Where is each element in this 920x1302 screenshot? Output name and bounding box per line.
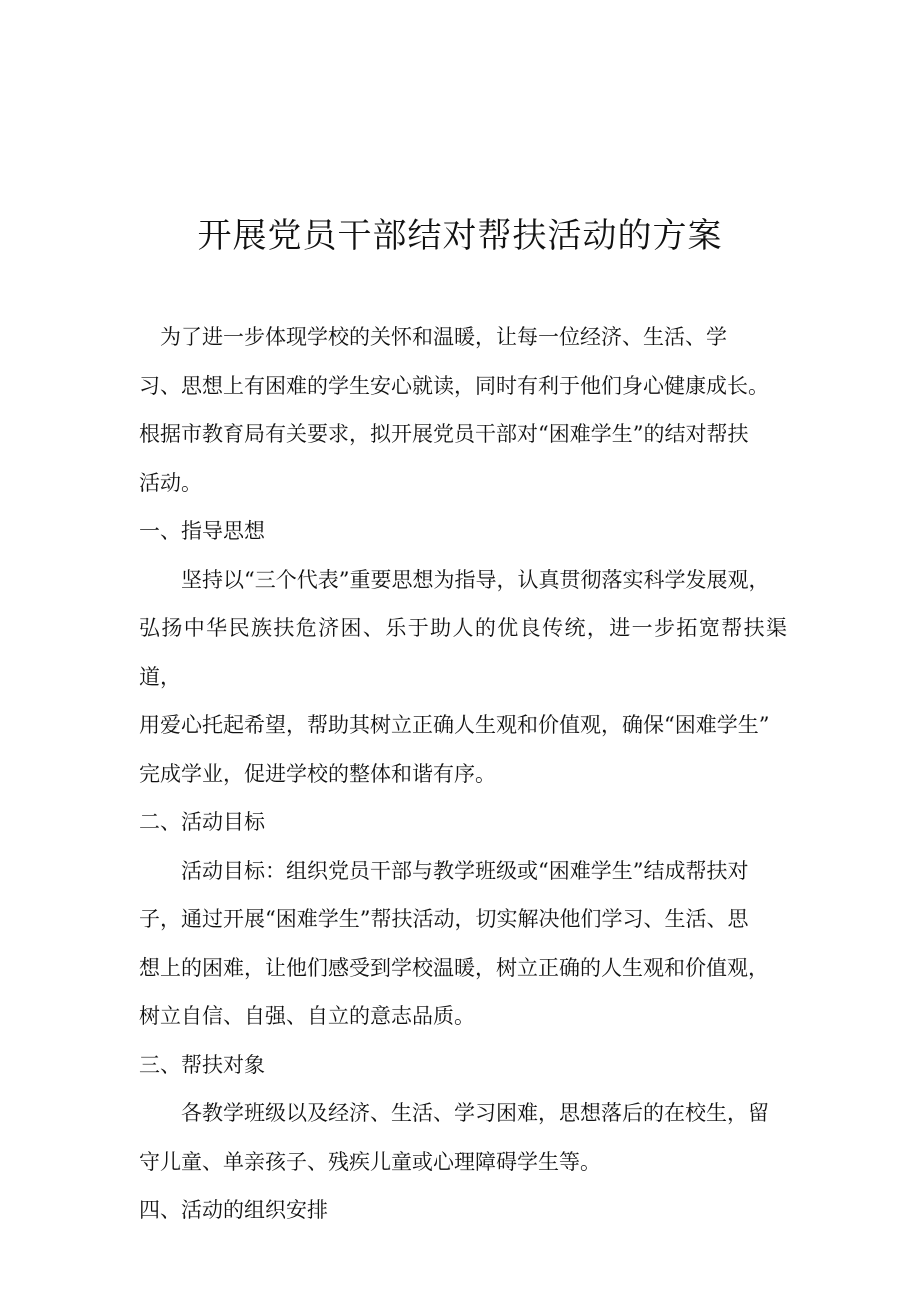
section-activity-goals bbox=[139, 798, 787, 1041]
section-line: 用爱心托起希望，帮助其树立正确人生观和价值观，确保“困难学生” bbox=[139, 713, 770, 737]
section-line: 树立自信、自强、自立的意志品质。 bbox=[139, 1004, 475, 1028]
section-line: 各教学班级以及经济、生活、学习困难，思想落后的在校生，留 bbox=[139, 1101, 769, 1125]
intro-line: 根据市教育局有关要求，拟开展党员干部对“困难学生”的结对帮扶 bbox=[139, 422, 749, 446]
section-guiding-ideology bbox=[139, 507, 787, 798]
document-body bbox=[139, 313, 787, 1235]
section-line: 坚持以“三个代表”重要思想为指导，认真贯彻落实科学发展观， bbox=[139, 567, 770, 592]
intro-line: 为了进一步体现学校的关怀和温暖，让每一位经济、生活、学 bbox=[139, 325, 727, 349]
section-line: 子，通过开展“困难学生”帮扶活动，切实解决他们学习、生活、思 bbox=[139, 907, 749, 931]
section-line: 守儿童、单亲孩子、残疾儿童或心理障碍学生等。 bbox=[139, 1149, 601, 1174]
section-line: 完成学业，促进学校的整体和谐有序。 bbox=[139, 761, 496, 786]
section-assistance-targets bbox=[139, 1041, 787, 1187]
intro-paragraph bbox=[139, 313, 787, 507]
section-heading: 一、指导思想 bbox=[139, 519, 265, 543]
section-heading: 四、活动的组织安排 bbox=[139, 1198, 328, 1222]
section-heading: 三、帮扶对象 bbox=[139, 1052, 265, 1077]
intro-line: 习、思想上有困难的学生安心就读，同时有利于他们身心健康成长。 bbox=[139, 373, 769, 398]
section-heading: 二、活动目标 bbox=[139, 810, 265, 834]
section-line: 活动目标：组织党员干部与教学班级或“困难学生”结成帮扶对 bbox=[139, 858, 749, 883]
document-title: 开展党员干部结对帮扶活动的方案 bbox=[197, 216, 723, 256]
section-organization bbox=[139, 1186, 787, 1235]
section-line: 想上的困难，让他们感受到学校温暖，树立正确的人生观和价值观， bbox=[139, 955, 769, 980]
section-line: 弘扬中华民族扶危济困、乐于助人的优良传统，进一步拓宽帮扶渠道， bbox=[139, 616, 787, 689]
intro-line: 活动。 bbox=[139, 470, 202, 495]
